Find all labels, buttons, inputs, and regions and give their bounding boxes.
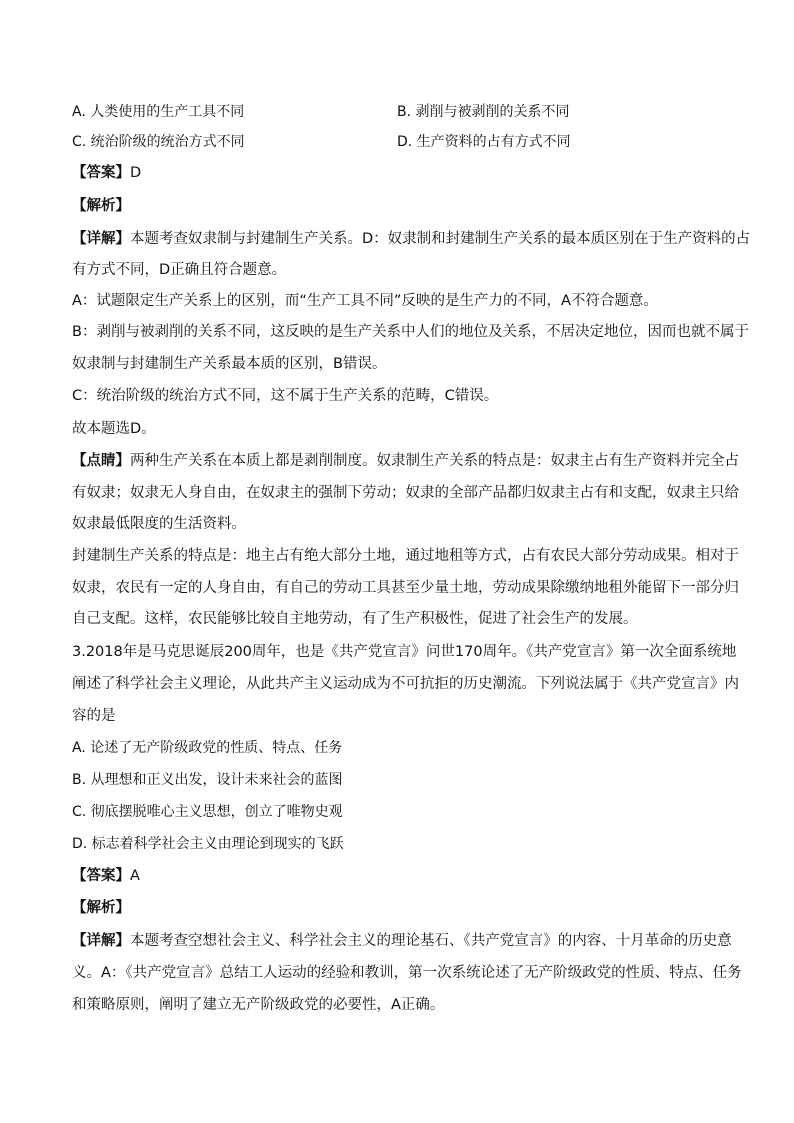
- q3-detail-line-2: 义。A：《共产党宣言》总结工人运动的经验和教训，第一次系统论述了无产阶级政党的性质、特点、任务: [72, 965, 742, 981]
- q3-answer: [72, 866, 140, 886]
- q3-option-b: B. 从理想和正义出发，设计未来社会的蓝图: [72, 772, 343, 788]
- q2-comment-line-3: 奴隶最低限度的生活资料。: [72, 516, 246, 532]
- q3-detail-line-3: 和策略原则，阐明了建立无产阶级政党的必要性，A正确。: [72, 997, 445, 1013]
- q3-stem-line-1: 3.2018年是马克思诞辰200周年，也是《共产党宣言》问世170周年。《共产党宣言》第一次全面系统地: [72, 644, 737, 660]
- detail-text: 本题考查空想社会主义、科学社会主义的理论基石、《共产党宣言》的内容、十月革命的历史意: [130, 933, 732, 949]
- answer-value: A: [130, 868, 140, 884]
- q2-answer: [72, 163, 141, 183]
- q3-analysis-heading: [72, 898, 130, 918]
- q2-comment-line-5: 奴隶，农民有一定的人身自由，有自己的劳动工具甚至少量土地，劳动成果除缴纳地租外能留下一部分归: [72, 580, 739, 596]
- analysis-tag: 【解析】: [72, 900, 130, 916]
- detail-text: 本题考查奴隶制与封建制生产关系。D：奴隶制和封建制生产关系的最本质区别在于生产资料的占: [130, 231, 751, 247]
- q3-option-d: D. 标志着科学社会主义由理论到现实的飞跃: [72, 836, 344, 852]
- q2-detail-line-4: B：剥削与被剥削的关系不同，这反映的是生产关系中人们的地位及关系，不居决定地位，因而也就不属于: [72, 324, 749, 340]
- q2-detail-line-2: 有方式不同，D正确且符合题意。: [72, 262, 287, 278]
- detail-tag: 【详解】: [72, 231, 130, 247]
- detail-tag: 【详解】: [72, 933, 130, 949]
- q3-option-a: A. 论述了无产阶级政党的性质、特点、任务: [72, 740, 343, 756]
- q3-stem-line-3: 容的是: [72, 708, 116, 724]
- q2-comment-line-1: [72, 451, 739, 471]
- answer-tag: 【答案】: [72, 868, 130, 884]
- q2-detail-line-7: 故本题选D。: [72, 421, 156, 437]
- q2-option-a: A. 人类使用的生产工具不同: [72, 104, 245, 120]
- analysis-tag: 【解析】: [72, 198, 130, 214]
- q2-detail-line-5: 奴隶制与封建制生产关系最本质的区别，B错误。: [72, 356, 387, 372]
- q3-detail-line-1: [72, 931, 732, 951]
- comment-text: 两种生产关系在本质上都是剥削制度。奴隶制生产关系的特点是：奴隶主占有生产资料并完全占: [130, 453, 739, 469]
- q2-comment-line-6: 自己支配。这样，农民能够比较自主地劳动，有了生产积极性，促进了社会生产的发展。: [72, 611, 638, 627]
- q3-option-c: C. 彻底摆脱唯心主义思想，创立了唯物史观: [72, 804, 343, 820]
- q2-detail-line-1: [72, 229, 750, 249]
- q2-comment-line-4: 封建制生产关系的特点是：地主占有绝大部分土地，通过地租等方式，占有农民大部分劳动成果。相对于: [72, 548, 739, 564]
- answer-tag: 【答案】: [72, 165, 130, 181]
- q2-option-c: C. 统治阶级的统治方式不同: [72, 134, 245, 150]
- q2-option-d: D. 生产资料的占有方式不同: [397, 134, 571, 150]
- q2-analysis-heading: [72, 196, 130, 216]
- q2-detail-line-6: C：统治阶级的统治方式不同，这不属于生产关系的范畴，C错误。: [72, 388, 499, 404]
- comment-tag: 【点睛】: [72, 453, 130, 469]
- q3-stem-line-2: 阐述了科学社会主义理论，从此共产主义运动成为不可抗拒的历史潮流。下列说法属于《共产党宣言》内: [72, 676, 739, 692]
- q2-comment-line-2: 有奴隶；奴隶无人身自由，在奴隶主的强制下劳动；奴隶的全部产品都归奴隶主占有和支配，奴隶主只给: [72, 485, 739, 501]
- q2-detail-line-3: A：试题限定生产关系上的区别，而“生产工具不同”反映的是生产力的不同，A不符合题意。: [72, 293, 658, 309]
- answer-value: D: [130, 165, 142, 181]
- q2-option-b: B. 剥削与被剥削的关系不同: [397, 104, 570, 120]
